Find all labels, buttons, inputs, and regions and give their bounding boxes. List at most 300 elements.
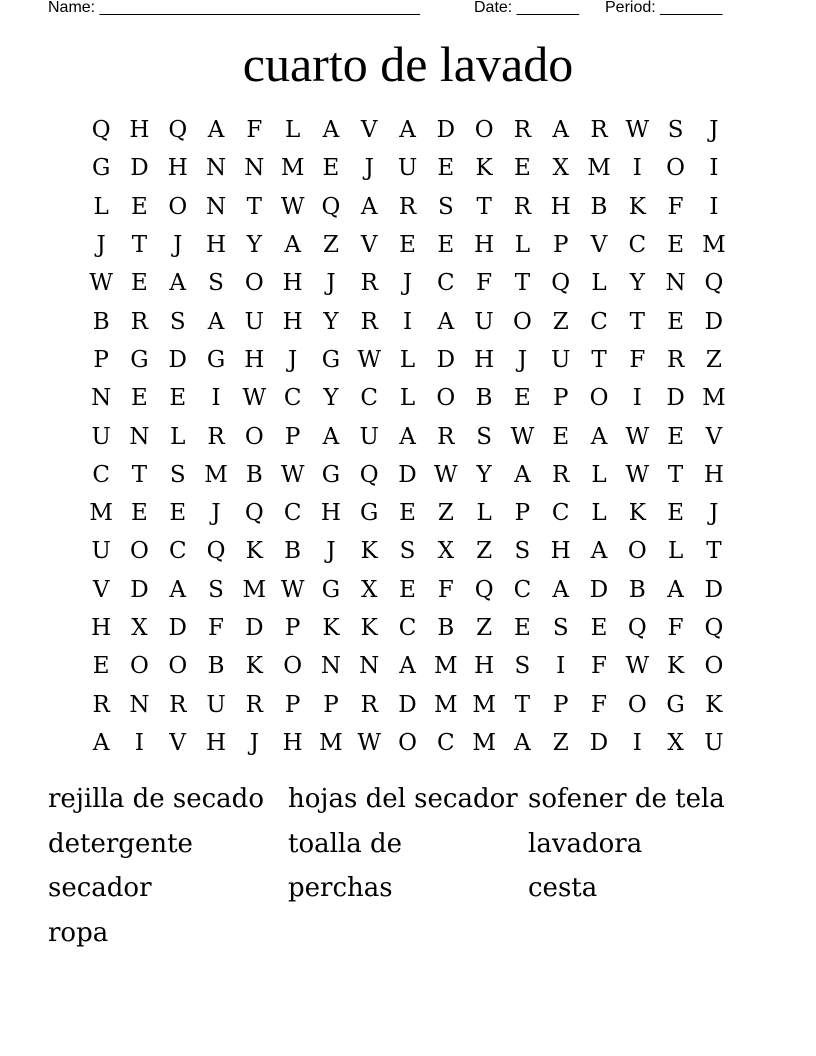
grid-letter: L [399, 385, 416, 412]
grid-letter: Q [474, 576, 494, 603]
grid-letter: C [513, 576, 532, 603]
grid-letter: V [590, 232, 608, 259]
grid-letter: I [632, 385, 642, 412]
grid-letter: O [168, 653, 188, 680]
grid-letter: H [474, 346, 495, 373]
grid-letter: A [514, 461, 531, 488]
grid-letter: T [131, 461, 148, 488]
grid-letter: S [476, 423, 492, 450]
grid-letter: G [321, 346, 341, 373]
grid-letter: Y [476, 461, 492, 488]
grid-letter: M [702, 232, 726, 259]
grid-letter: Z [705, 346, 722, 373]
grid-letter: D [589, 729, 609, 756]
grid-letter: S [169, 308, 186, 335]
grid-letter: F [208, 615, 225, 641]
grid-letter: X [131, 615, 148, 641]
grid-letter: V [360, 232, 378, 259]
grid-letter: X [552, 155, 569, 182]
grid-letter: K [322, 615, 340, 641]
grid-letter: U [206, 691, 226, 718]
grid-letter: H [282, 270, 303, 297]
page-title: cuarto de lavado [242, 36, 574, 92]
grid-letter: K [360, 538, 378, 565]
grid-letter: S [552, 615, 569, 641]
grid-letter: L [170, 423, 186, 450]
grid-letter: R [245, 691, 263, 718]
grid-letter: E [667, 423, 684, 450]
grid-letter: E [590, 615, 608, 641]
grid-letter: K [245, 538, 263, 565]
grid-letter: G [321, 576, 341, 603]
grid-letter: T [629, 308, 645, 335]
grid-letter: T [131, 232, 148, 259]
grid-letter: D [168, 615, 187, 641]
grid-letter: R [666, 346, 685, 373]
grid-letter: J [96, 232, 106, 259]
grid-letter: R [360, 691, 378, 718]
grid-letter: O [512, 308, 532, 335]
grid-letter: R [92, 691, 110, 718]
grid-letter: P [284, 423, 301, 450]
word-list-item: toalla de [288, 828, 403, 859]
grid-letter: L [591, 461, 607, 488]
grid-letter: R [130, 308, 149, 335]
word-list [48, 777, 768, 955]
grid-letter: C [551, 500, 570, 527]
grid-letter: O [398, 729, 417, 756]
grid-letter: P [552, 385, 569, 412]
grid-letter: W [625, 117, 650, 144]
grid-letter: B [475, 385, 493, 412]
grid-letter: K [667, 653, 685, 680]
grid-letter: P [93, 346, 109, 373]
grid-letter: F [246, 117, 263, 144]
grid-letter: D [130, 576, 149, 603]
grid-letter: F [476, 270, 493, 297]
grid-letter: K [628, 193, 646, 220]
word-search-grid [82, 111, 733, 762]
grid-letter: X [437, 538, 454, 565]
grid-letter: G [321, 461, 341, 488]
grid-letter: Q [627, 615, 647, 641]
grid-letter: J [709, 500, 719, 527]
word-list-item: cesta [528, 873, 598, 903]
grid-letter: L [591, 500, 607, 527]
grid-letter: E [514, 385, 531, 412]
grid-letter: C [92, 461, 110, 488]
grid-letter: E [322, 155, 340, 182]
grid-letter: W [89, 270, 113, 297]
grid-letter: C [283, 385, 302, 412]
grid-letter: C [398, 615, 417, 641]
grid-letter: M [472, 691, 496, 718]
grid-letter: O [130, 653, 149, 680]
grid-letter: T [706, 538, 722, 565]
grid-letter: J [364, 155, 374, 182]
grid-letter: V [92, 576, 110, 603]
grid-letter: I [556, 653, 566, 680]
grid-letter: O [168, 193, 188, 220]
grid-letter: J [211, 500, 221, 527]
grid-letter: Q [704, 615, 724, 641]
grid-letter: L [591, 270, 607, 297]
grid-letter: L [476, 500, 492, 527]
grid-letter: R [552, 461, 570, 488]
grid-letter: E [514, 615, 531, 641]
grid-letter: B [628, 576, 646, 603]
grid-letter: H [167, 155, 188, 182]
grid-letter: Q [321, 193, 341, 220]
grid-letter: E [131, 270, 148, 297]
grid-letter: A [667, 576, 684, 603]
grid-letter: G [206, 346, 226, 373]
grid-letter: H [550, 193, 571, 220]
grid-letter: W [357, 346, 382, 373]
grid-letter: Z [476, 615, 493, 641]
grid-letter: D [168, 346, 187, 373]
grid-letter: H [206, 729, 227, 756]
grid-letter: O [589, 385, 609, 412]
grid-letter: C [628, 232, 647, 259]
grid-letter: F [591, 653, 607, 680]
grid-letter: F [629, 346, 646, 373]
grid-letter: P [552, 691, 569, 718]
grid-letter: I [402, 308, 413, 335]
grid-letter: R [207, 423, 225, 450]
grid-letter: K [628, 500, 646, 527]
grid-letter: J [517, 346, 528, 373]
grid-letter: V [169, 729, 187, 756]
grid-letter: B [92, 308, 110, 335]
grid-letter: Z [552, 729, 569, 756]
grid-letter: D [666, 385, 685, 412]
grid-letter: A [552, 117, 570, 144]
student-info-header [0, 0, 816, 19]
grid-letter: C [437, 729, 455, 756]
grid-letter: H [474, 653, 495, 680]
grid-letter: T [514, 691, 531, 718]
grid-letter: U [474, 308, 494, 335]
grid-letter: E [169, 385, 187, 412]
grid-letter: C [590, 308, 608, 335]
grid-letter: G [91, 155, 111, 182]
grid-letter: O [130, 538, 149, 565]
grid-letter: C [360, 385, 379, 412]
grid-letter: S [514, 653, 531, 680]
word-list-item: detergente [48, 828, 193, 859]
grid-letter: V [360, 117, 378, 144]
grid-letter: D [436, 346, 456, 373]
word-list-item: perchas [288, 873, 393, 903]
grid-letter: N [91, 385, 112, 412]
grid-letter: K [245, 653, 263, 680]
grid-letter: A [169, 576, 187, 603]
grid-letter: E [667, 232, 684, 259]
grid-letter: Z [552, 308, 569, 335]
grid-letter: Y [629, 270, 645, 297]
grid-letter: R [513, 117, 532, 144]
grid-letter: O [283, 653, 303, 680]
grid-letter: A [590, 423, 608, 450]
grid-letter: Q [359, 461, 379, 488]
grid-letter: E [514, 155, 531, 182]
grid-letter: D [704, 576, 724, 603]
grid-letter: S [399, 538, 416, 565]
grid-letter: F [667, 193, 684, 220]
grid-letter: F [437, 576, 454, 603]
name-field: Name: ____________________________________ [48, 0, 420, 16]
grid-letter: N [359, 653, 380, 680]
grid-letter: K [475, 155, 493, 182]
grid-letter: A [552, 576, 570, 603]
grid-letter: Y [246, 232, 262, 259]
grid-letter: L [514, 232, 531, 259]
grid-letter: F [667, 615, 684, 641]
grid-letter: H [282, 308, 303, 335]
word-list-item: rejilla de secado [48, 784, 264, 814]
grid-letter: S [208, 576, 224, 603]
grid-letter: H [282, 729, 303, 756]
grid-letter: R [169, 691, 187, 718]
grid-letter: D [398, 691, 417, 718]
grid-letter: B [284, 538, 302, 565]
grid-letter: M [204, 461, 228, 488]
word-list-item: sofener de tela [528, 784, 725, 814]
grid-letter: H [550, 538, 571, 565]
grid-letter: T [514, 270, 531, 297]
grid-letter: J [326, 270, 336, 297]
grid-letter: A [360, 193, 378, 220]
word-list-item: lavadora [528, 828, 643, 859]
grid-letter: O [244, 270, 264, 297]
grid-letter: B [437, 615, 455, 641]
grid-letter: P [284, 691, 301, 718]
grid-letter: U [704, 729, 724, 756]
grid-letter: A [92, 729, 110, 756]
grid-letter: J [288, 346, 298, 373]
grid-letter: B [590, 193, 608, 220]
grid-letter: R [360, 308, 378, 335]
grid-letter: U [244, 308, 265, 335]
grid-letter: M [280, 155, 305, 182]
word-list-item: ropa [48, 917, 109, 948]
grid-letter: N [244, 155, 265, 182]
grid-letter: X [667, 729, 684, 756]
grid-letter: Q [168, 117, 188, 144]
grid-letter: E [131, 500, 148, 527]
grid-letter: A [207, 117, 225, 144]
grid-letter: T [667, 461, 684, 488]
grid-letter: M [434, 691, 458, 718]
grid-letter: E [169, 500, 187, 527]
grid-letter: E [552, 423, 570, 450]
grid-letter: B [207, 653, 225, 680]
grid-letter: O [244, 423, 264, 450]
grid-letter: J [326, 538, 336, 565]
grid-letter: P [284, 615, 301, 641]
grid-letter: T [246, 193, 262, 220]
grid-letter: Y [323, 385, 339, 412]
grid-letter: E [437, 232, 455, 259]
grid-letter: N [665, 270, 686, 297]
grid-letter: L [399, 346, 416, 373]
grid-letter: D [589, 576, 609, 603]
grid-letter: K [360, 615, 378, 641]
grid-letter: W [625, 461, 650, 488]
grid-letter: I [134, 729, 144, 756]
grid-letter: E [92, 653, 110, 680]
grid-letter: W [625, 423, 650, 450]
grid-letter: A [207, 308, 225, 335]
grid-letter: X [361, 576, 378, 603]
grid-letter: S [437, 193, 454, 220]
grid-letter: H [703, 461, 724, 488]
grid-letter: V [705, 423, 723, 450]
grid-letter: Q [206, 538, 226, 565]
grid-letter: N [205, 155, 227, 182]
grid-letter: A [399, 423, 416, 450]
grid-letter: J [709, 117, 719, 144]
grid-letter: S [169, 461, 186, 488]
grid-letter: G [130, 346, 149, 373]
grid-letter: N [129, 691, 150, 718]
grid-letter: O [704, 653, 724, 680]
grid-letter: S [208, 270, 224, 297]
grid-letter: O [666, 155, 686, 182]
grid-letter: M [587, 155, 611, 182]
grid-letter: D [130, 155, 149, 182]
grid-letter: C [437, 270, 455, 297]
grid-letter: K [705, 691, 723, 718]
grid-letter: A [399, 653, 416, 680]
grid-letter: N [129, 423, 150, 450]
word-list-item: hojas del secador [288, 784, 518, 814]
grid-letter: F [591, 691, 607, 718]
grid-letter: T [591, 346, 607, 373]
grid-letter: W [510, 423, 535, 450]
grid-letter: E [131, 193, 148, 220]
word-list-item: secador [48, 873, 152, 903]
grid-letter: C [283, 500, 302, 527]
grid-letter: G [360, 500, 379, 527]
grid-letter: M [242, 576, 267, 603]
grid-letter: A [169, 270, 187, 297]
grid-letter: Y [323, 308, 339, 335]
grid-letter: I [709, 155, 719, 182]
grid-letter: O [436, 385, 456, 412]
grid-letter: M [702, 385, 726, 412]
grid-letter: E [399, 232, 416, 259]
grid-letter: I [632, 729, 642, 756]
grid-letter: I [632, 155, 642, 182]
grid-letter: W [280, 461, 305, 488]
grid-letter: H [91, 615, 112, 641]
grid-letter: O [627, 538, 647, 565]
grid-letter: R [398, 193, 417, 220]
grid-letter: W [357, 729, 382, 756]
grid-letter: T [476, 193, 492, 220]
grid-letter: L [667, 538, 684, 565]
grid-letter: W [242, 385, 267, 412]
grid-letter: N [320, 653, 341, 680]
grid-letter: H [129, 117, 150, 144]
grid-letter: Z [322, 232, 339, 259]
period-field: Period: _______ [605, 0, 723, 16]
grid-letter: S [667, 117, 684, 144]
grid-letter: W [280, 193, 305, 220]
grid-letter: R [590, 117, 608, 144]
grid-letter: L [284, 117, 301, 144]
grid-letter: L [93, 193, 109, 220]
grid-letter: Q [244, 500, 264, 527]
grid-letter: P [323, 691, 339, 718]
grid-letter: E [399, 576, 416, 603]
grid-letter: A [514, 729, 531, 756]
grid-letter: M [434, 653, 458, 680]
grid-letter: M [319, 729, 343, 756]
grid-letter: A [590, 538, 608, 565]
grid-letter: C [168, 538, 187, 565]
grid-letter: A [322, 423, 340, 450]
grid-letter: I [211, 385, 221, 412]
grid-letter: U [91, 423, 111, 450]
grid-letter: U [359, 423, 379, 450]
grid-letter: O [627, 691, 647, 718]
grid-letter: J [249, 729, 259, 756]
grid-letter: W [280, 576, 305, 603]
grid-letter: P [552, 232, 569, 259]
grid-letter: B [245, 461, 263, 488]
grid-letter: N [205, 193, 227, 220]
grid-letter: A [284, 232, 301, 259]
grid-letter: Q [91, 117, 111, 144]
grid-letter: G [666, 691, 685, 718]
grid-letter: E [437, 155, 455, 182]
grid-letter: H [474, 232, 495, 259]
grid-letter: Z [437, 500, 454, 527]
grid-letter: W [625, 653, 650, 680]
grid-letter: A [437, 308, 455, 335]
grid-letter: Q [704, 270, 724, 297]
grid-letter: E [131, 385, 148, 412]
grid-letter: P [514, 500, 531, 527]
grid-letter: H [206, 232, 227, 259]
grid-letter: H [244, 346, 265, 373]
grid-letter: H [320, 500, 341, 527]
grid-letter: M [89, 500, 113, 527]
grid-letter: U [551, 346, 571, 373]
grid-letter: E [667, 500, 684, 527]
grid-letter: I [709, 193, 719, 220]
grid-letter: S [514, 538, 531, 565]
grid-letter: U [91, 538, 111, 565]
grid-letter: D [398, 461, 417, 488]
grid-letter: E [399, 500, 416, 527]
grid-letter: J [402, 270, 413, 297]
grid-letter: D [704, 308, 724, 335]
grid-letter: Z [476, 538, 493, 565]
grid-letter: Q [551, 270, 571, 297]
grid-letter: D [245, 615, 264, 641]
grid-letter: U [397, 155, 418, 182]
grid-letter: A [399, 117, 416, 144]
date-field: Date: _______ [474, 0, 579, 16]
grid-letter: W [434, 461, 458, 488]
grid-letter: A [322, 117, 340, 144]
grid-letter: R [360, 270, 378, 297]
grid-letter: O [474, 117, 494, 144]
